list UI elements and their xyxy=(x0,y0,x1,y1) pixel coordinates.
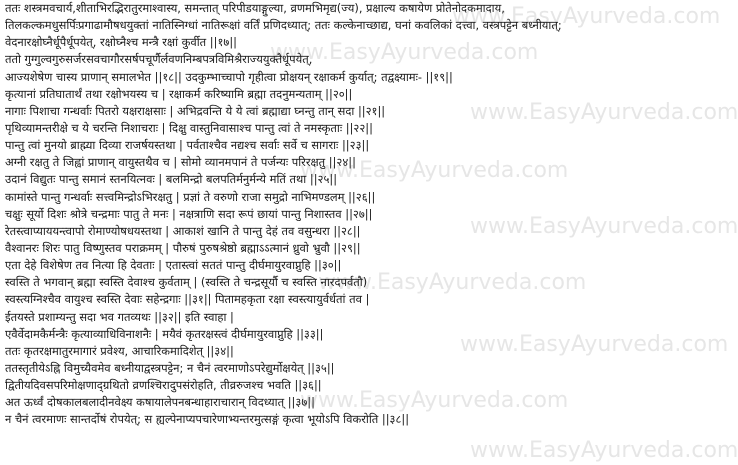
watermark-text: www.EasyAyurveda.com xyxy=(470,214,738,239)
text-line: द्वितीयदिवसपरिमोक्षणाद्ग्रथितो व्रणश्चिरादुपसंरोहति, तीव्ररुजश्च भवति ||३६|| xyxy=(5,378,322,393)
text-line: एवैर्वेदामकैर्मन्त्रैः कृत्याव्याधिविनाशनैः | मयैवं कृतरक्षस्त्वं दीर्घमायुरवाप्नुहि ||३३|| xyxy=(5,326,324,341)
watermark-text: www.EasyAyurveda.com xyxy=(318,270,587,295)
text-line: ततो गुग्गुल्वगुरुसर्जरसवचागौरसर्षपचूर्णैर्लवणनिम्बपत्रविमिश्रैराज्ययुक्तैर्धूपयेत्, xyxy=(5,52,313,67)
text-line: न चैनं त्वरमाणः सान्तर्दोषं रोपयेत्; स ह्यल्पेनाप्यपचारेणाभ्यन्तरमुत्सङ्गं कृत्वा भूयोऽपि विकरोति ||३८|| xyxy=(5,412,410,427)
text-line: ततः शस्त्रमवचार्य,शीताभिरद्भिरातुरमाश्वास्य, समन्तात् परिपीडयाङ्गुल्या, व्रणमभिमृद्य(ज्य), प्रक्षाल्य कषायेण प्रोतेनोदकमादाय, xyxy=(5,1,505,15)
text-line: अत ऊर्ध्वं दोषकालबलादीनवेक्ष्य कषायालेपनबन्धाहाराचारान् विदध्यात् ||३७|| xyxy=(5,395,315,410)
text-line: कामांस्ते पान्तु गन्धर्वाः सत्त्वमिन्द्रोऽभिरक्षतु | प्रज्ञां ते वरुणो राजा समुद्रो नाभिमण्डलम् ||२६|| xyxy=(5,189,376,204)
text-line: पान्तु त्वां मुनयो ब्राह्म्या दिव्या राजर्षयस्तथा | पर्वताश्चैव नद्यश्च सर्वाः सर्वे च सागराः ||२३|| xyxy=(5,138,370,153)
text-line: तिलकल्कमधुसर्पिःप्रगाढामौषधयुक्तां नातिस्निग्धां नातिरूक्षां वर्तिं प्रणिदध्यात्; ततः कल्केनाच्छाद्य, घनां कवलिकां दत्त्वा, वस्त्रपट्टेन बध्नीयात्; xyxy=(5,18,562,33)
text-line: एता देहे विशेषेण तव नित्या हि देवताः | एतास्त्वां सततं पान्तु दीर्घमायुरवाप्नुहि ||३०|| xyxy=(5,258,342,273)
text-line xyxy=(5,429,645,446)
watermark-text: www.EasyAyurveda.com xyxy=(300,388,569,413)
text-line: आज्यशेषेण चास्य प्राणान् समालभेत ||१८|| उदकुम्भाच्चापो गृहीत्वा प्रोक्षयन् रक्षाकर्म कुर्यात्; तद्वक्ष्यामः- ||१९|| xyxy=(5,69,453,84)
text-line: चक्षुः सूर्यो दिशः श्रोत्रे चन्द्रमाः पातु ते मनः | नक्षत्राणि सदा रूपं छायां पान्तु निशास्तव ||२७|| xyxy=(5,206,373,221)
text-line: उदानं विद्युतः पान्तु समानं स्तनयित्नवः | बलमिन्द्रो बलपतिर्मनुर्मन्ये मतिं तथा ||२५|| xyxy=(5,172,338,187)
text-line: ईतयस्ते प्रशाम्यन्तु सदा भव गतव्यथः ||३२|| इति स्वाहा | xyxy=(5,309,234,324)
watermark-text: www.EasyAyurveda.com xyxy=(452,4,721,29)
watermark-text: www.EasyAyurveda.com xyxy=(470,100,738,125)
text-line: कृत्यानां प्रतिघातार्थं तथा रक्षोभयस्य च | रक्षाकर्म करिष्यामि ब्रह्मा तदनुमन्यताम् ||२०|| xyxy=(5,86,353,101)
text-line: ततस्तृतीयेऽह्नि विमुच्यैवमेव बध्नीयाद्वस्त्रपट्टेन; न चैनं त्वरमाणोऽपरेद्युर्मोक्षयेत् ||३५|| xyxy=(5,360,335,375)
text-line: स्वस्त्यग्निश्चैव वायुश्च स्वस्ति देवाः सहेन्द्रगाः ||३१|| पितामहकृता रक्षा स्वस्त्यायुर्वर्धतां तव | xyxy=(5,292,370,307)
sanskrit-text-block xyxy=(5,0,645,463)
watermark-text: www.EasyAyurveda.com xyxy=(300,158,569,183)
text-line: वैश्वानरः शिरः पातु विष्णुस्तव पराक्रमम् | पौरुषं पुरुषश्रेष्ठो ब्रह्माऽऽत्मानं ध्रुवो भ्रुवौ ||२९|| xyxy=(5,240,361,255)
text-line: वेदनारक्षोघ्नैर्धूपैर्धूपयेत्, रक्षोघ्नैश्च मन्त्रै रक्षां कुर्वीत ||१७|| xyxy=(5,35,237,50)
watermark-text: www.EasyAyurveda.com xyxy=(470,438,738,463)
text-line: रेतस्त्वाप्याययन्त्वापो रोमाण्योषधयस्तथा | आकाशं खानि ते पान्तु देहं तव वसुन्धरा ||२८|| xyxy=(5,223,361,238)
text-line: स्वस्ति ते भगवान् ब्रह्मा स्वस्ति देवाश्च कुर्वताम् | (स्वस्ति ते चन्द्रसूर्यौ च स्वस्ति नारदपर्वतौ) xyxy=(5,275,368,290)
watermark-text: www.EasyAyurveda.com xyxy=(460,332,729,357)
text-line: ततः कृतरक्षमातुरमागारं प्रवेश्य, आचारिकमादिशेत् ||३४|| xyxy=(5,343,234,358)
watermark-text: www.EasyAyurveda.com xyxy=(270,40,539,65)
text-line: अग्नी रक्षतु ते जिह्वां प्राणान् वायुस्तथैव च | सोमो व्यानमपानं ते पर्जन्यः परिरक्षतु ||२४|| xyxy=(5,155,356,170)
text-line: नागाः पिशाचा गन्धर्वाः पितरो यक्षराक्षसाः | अभिद्रवन्ति ये ये त्वां ब्रह्माद्या घ्नन्तु तान् सदा ||२१|| xyxy=(5,103,386,118)
text-line xyxy=(5,446,645,463)
text-line: पृथिव्यामन्तरीक्षे च ये चरन्ति निशाचराः | दिक्षु वास्तुनिवासाश्च पान्तु त्वां ते नमस्कृताः ||२२|| xyxy=(5,120,373,135)
